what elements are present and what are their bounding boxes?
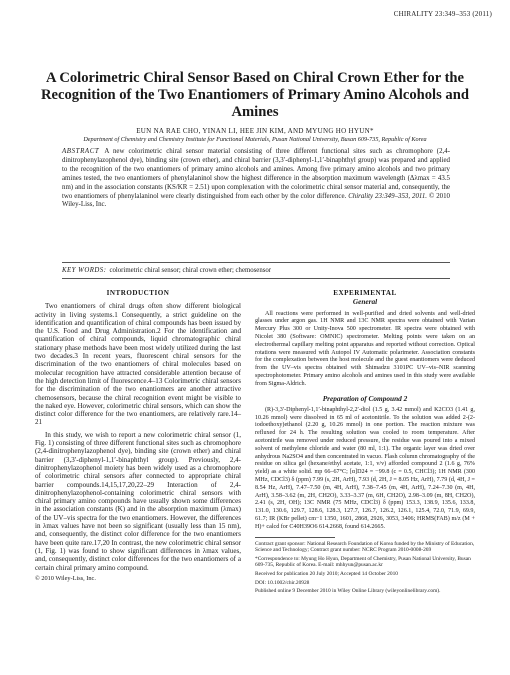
- footnote-doi: DOI: 10.1002/chir.20928: [255, 579, 310, 586]
- footnote-published: Published online 9 December 2010 in Wiley Online Library (wileyonlinelibrary.com).: [255, 588, 441, 595]
- abstract-text: A new colorimetric chiral sensor material consisting of three different functional sites such as chromophore (2,4-dinitrophenylazophenol dye), binding site (crown ether), and chiral barrier (3,3′-diphenyl-1,1′-binaphthyl group) was prepared and applied to the recognition of the two enantiomers of primary amino alcohols and amines. Among five primary amino alcohols and two primary amines tested, the two enantiomers of phenylalaninol show the highest difference in the absorption maximum wavelength (Δλmax = 43.5 nm) and in the association constants (KS/KR = 2.51) upon complexation with the colorimetric chiral sensor material and, consequently, the two enantiomers of phenylalaninol were clearly distinguished from each other by the color difference.: [62, 148, 450, 200]
- abstract-label: ABSTRACT: [62, 148, 100, 155]
- intro-paragraph-1: Two enantiomers of chiral drugs often show different biological activity in living systems.1 Consequently, a strict guideline on the identification and quantification of chiral compounds has been issued by the U.S. Food and Drug Administration.2 For the identification and quantification of chiral compounds, liquid chromatographic chiral stationary phase methods have been most widely utilized during the last two decades.3 In recent years, fluorescent chiral sensors for the discrimination of the two enantiomers of chiral molecules based on molecular recognition have attracted considerable attention because of the high detection limit of fluorescence.4–13 Colorimetric chiral sensors for the discrimination of the two enantiomers are another attractive chemosensors, because the chiral recognition event might be visible to the naked eye. However, colorimetric chiral sensors, which can show the distinct color difference for the two enantiomers, are relatively rare.14–21: [35, 302, 241, 427]
- divider-top: [62, 262, 450, 263]
- general-text: All reactions were performed in well-purified and dried solvents and well-dried glasses under argon gas. 1H NMR and 13C NMR spectra were obtained with Varian Mercury Plus 300 or Unity-Inova 500 spectrometer. IR spectra were obtained with Nicolet 380 (Software: OMNIC) spectrometer. Melting points were taken on an electrothermal capillary melting point apparatus and reported without correction. Optical rotations were measured with Autopol IV Automatic polarimeter. Association constants for the complexation between the host molecule and the guest enantiomers were deduced from the UV–vis spectra obtained with Shimadzu 3101PC UV–vis–NIR scanning spectrophotometer. Primary amino alcohols and amines used in this study were available from Sigma-Aldrich.: [255, 310, 475, 387]
- general-heading: General: [352, 297, 378, 307]
- abstract-citation: Chirality 23:349–353, 2011.: [348, 192, 428, 200]
- keywords-text: colorimetric chiral sensor; chiral crown ether; chemosensor: [109, 267, 272, 274]
- keywords-label: KEY WORDS:: [62, 267, 107, 274]
- experimental-heading: EXPERIMENTAL: [333, 289, 397, 297]
- footnote-received: Received for publication 20 July 2010; Accepted 14 October 2010: [255, 570, 398, 577]
- preparation-text: (R)-3,3′-Diphenyl-1,1′-binaphthyl-2,2′-diol (1.5 g, 3.42 mmol) and K2CO3 (1.41 g, 10.26 mmol) were dissolved in 65 ml of acetonitrile. To the solution was added 2-(2-iodoethoxy)ethanol (2.20 g, 10.26 mmol) in one portion. The reaction mixture was refluxed for 24 h. The resulting solution was cooled to room temperature. After acetonitrile was removed under reduced pressure, the residue was poured into a mixed solvent of methylene chloride and water (80 ml, 1:1). The organic layer was dried over anhydrous Na2SO4 and then concentrated in vacuo. Flash column chromatography of the residue on silica gel (hexane/ethyl acetate, 1:1, v/v) afforded compound 2 (1.6 g, 76% yield) as a white solid. mp 66–67°C; [α]D24 = −99.8 (c = 0.5, CHCl3); 1H NMR (300 MHz, CDCl3) δ (ppm) 7.99 (s, 2H, ArH), 7.93 (d, 2H, J = 8.05 Hz, ArH), 7.79 (d, 4H, J = 8.54 Hz, ArH), 7.47–7.50 (m, 4H, ArH), 7.38–7.45 (m, 4H, ArH), 7.24–7.30 (m, 4H, ArH), 3.58–3.62 (m, 2H, CH2O), 3.33–3.37 (m, 6H, CH2O), 2.98–3.09 (m, 8H, CH2O), 2.41 (s, 2H, OH); 13C NMR (75 MHz, CDCl3) δ (ppm) 153.3, 138.9, 135.6, 133.8, 131.0, 130.6, 129.7, 128.6, 128.3, 127.7, 126.7, 126.2, 126.1, 125.4, 72.0, 71.9, 69.9, 61.7; IR (KBr pellet) cm−1 1350, 1601, 2868, 2926, 3053, 3406; HRMS(FAB) m/z (M + H)+ calcd for C40H39O6 614.2668, found 614.2665.: [255, 406, 475, 530]
- author-list: EUN NA RAE CHO, YINAN LI, HEE JIN KIM, AND MYUNG HO HYUN*: [136, 127, 374, 135]
- introduction-heading: INTRODUCTION: [106, 289, 170, 297]
- footnote-grant: Contract grant sponsor: National Research Foundation of Korea funded by the Ministry of Education, Science and Technology; Contract grant number: NCRC Program 2010-0008-269: [255, 540, 475, 554]
- affiliation: Department of Chemistry and Chemistry Institute for Functional Materials, Pusan National University, Busan 609-735, Republic of Korea: [83, 136, 427, 143]
- keywords: [62, 267, 450, 274]
- intro-paragraph-2: In this study, we wish to report a new colorimetric chiral sensor (1, Fig. 1) consisting of three different functional sites such as chromophore (2,4-dinitrophenylazophenol dye), binding site (crown ether) and chiral barrier (3,3′-diphenyl-1,1′-binaphthyl group). Previously, 2,4-dinitrophenylazophenol moiety has been widely used as a chromophore of colorimetric chiral sensors after connected to appropriate chiral barrier compounds.14,15,17,20,22–29 Interaction of 2,4-dinitrophenylazophenol-containing colorimetric chiral sensors with chiral primary amino compounds have usually shown some differences in the association constants (K) and in the absorption maximum (λmax) of the UV–vis spectra for the two enantiomers. However, the differences in λmax values have not been so significant (usually less than 15 nm), and, consequently, the distinct color difference for the two enantiomers have been quite rare.17,20 In contrast, the new colorimetric chiral sensor (1, Fig. 1) was found to show significant differences in λmax values, and, consequently, distinct color differences for the two enantiomers of a certain chiral primary amino compound.: [35, 430, 241, 572]
- page-copyright: © 2010 Wiley-Liss, Inc.: [35, 574, 96, 582]
- abstract: [62, 148, 450, 210]
- preparation-heading: Preparation of Compound 2: [322, 393, 408, 403]
- divider-bottom: [62, 278, 450, 279]
- journal-header: CHIRALITY 23:349–353 (2011): [393, 10, 492, 18]
- right-column: [255, 289, 475, 597]
- footnote-correspondence: *Correspondence to: Myung Ho Hyun, Department of Chemistry, Pusan National University, Busan 609-735, Republic of Korea. E-mail: mhhyun@pusan.ac.kr: [255, 555, 471, 569]
- footnotes: [255, 541, 475, 595]
- article-title: A Colorimetric Chiral Sensor Based on Chiral Crown Ether for the Recognition of the Two Enantiomers of Primary Amino Alcohols and Amines: [41, 70, 469, 120]
- abstract-copyright: © 2010 Wiley-Liss, Inc.: [62, 192, 450, 209]
- left-column: [35, 289, 241, 583]
- footnote-divider: [255, 537, 335, 538]
